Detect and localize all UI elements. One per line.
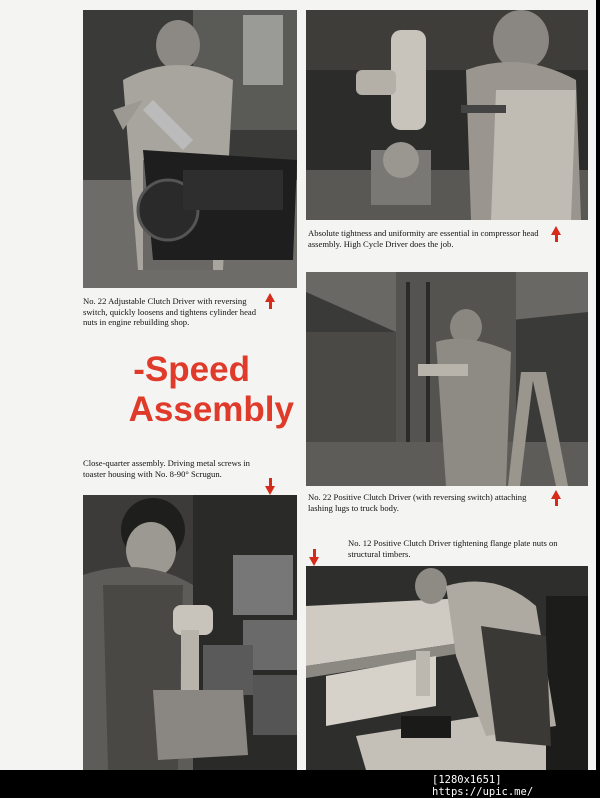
caption-engine-rebuilding: No. 22 Adjustable Clutch Driver with reversing switch, quickly loosens and tightens cylinder head nuts in engine rebuilding shop. (83, 296, 257, 328)
arrow-down-icon (309, 557, 319, 566)
arrow-up-icon (265, 293, 275, 302)
photo-compressor-head (306, 10, 588, 220)
arrow-down-icon (265, 486, 275, 495)
caption-truck-body: No. 22 Positive Clutch Driver (with reversing switch) attaching lashing lugs to truck body. (308, 492, 527, 513)
arrow-up-icon (551, 226, 561, 235)
image-size-footer: [1280x1651] https://upic.me/ (432, 774, 534, 798)
photo-truck-body (306, 272, 588, 486)
caption-structural-timbers: No. 12 Positive Clutch Driver tightening flange plate nuts on structural timbers. (348, 538, 558, 559)
headline-line-2: Assembly (128, 390, 294, 429)
caption-compressor-head: Absolute tightness and uniformity are essential in compressor head assembly. High Cycle Driver does the job. (308, 228, 539, 249)
photo-toaster-housing (83, 495, 297, 770)
headline-line-1: -Speed (133, 350, 250, 389)
page-headline (84, 350, 294, 430)
photo-engine-rebuilding (83, 10, 297, 288)
photo-structural-timbers (306, 566, 588, 770)
arrow-up-icon (551, 490, 561, 499)
caption-toaster-housing: Close-quarter assembly. Driving metal screws in toaster housing with No. 8-90° Scrugun. (83, 458, 250, 479)
